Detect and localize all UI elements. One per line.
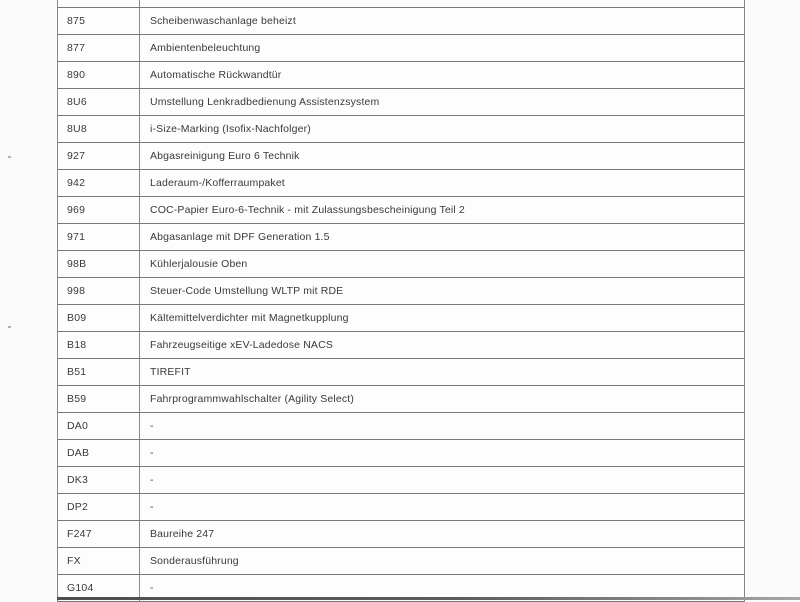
table-row bbox=[58, 305, 744, 332]
description-cell: Umstellung Lenkradbedienung Assistenzsystem bbox=[150, 96, 380, 108]
table-row bbox=[58, 413, 744, 440]
table-row bbox=[58, 62, 744, 89]
code-cell: 927 bbox=[58, 143, 140, 169]
table-row bbox=[58, 35, 744, 62]
table-row bbox=[58, 359, 744, 386]
description-cell: Abgasanlage mit DPF Generation 1.5 bbox=[150, 231, 330, 243]
code-cell: FX bbox=[58, 548, 140, 574]
description-cell: Kühlerjalousie Oben bbox=[150, 258, 248, 270]
code-cell: B18 bbox=[58, 332, 140, 358]
description-cell: Kältemittelverdichter mit Magnetkupplung bbox=[150, 312, 349, 324]
description-cell: Abgasreinigung Euro 6 Technik bbox=[150, 150, 300, 162]
description-cell: - bbox=[150, 501, 154, 513]
code-cell: 875 bbox=[58, 8, 140, 34]
description-cell: Sonderausführung bbox=[150, 555, 239, 567]
table-row bbox=[58, 467, 744, 494]
code-cell: DP2 bbox=[58, 494, 140, 520]
code-cell: B09 bbox=[58, 305, 140, 331]
table-row bbox=[58, 494, 744, 521]
table-row bbox=[58, 89, 744, 116]
table-row bbox=[58, 386, 744, 413]
code-cell: 8U8 bbox=[58, 116, 140, 142]
code-cell bbox=[58, 0, 140, 7]
code-cell: 98B bbox=[58, 251, 140, 277]
description-cell: Laderaum-/Kofferraumpaket bbox=[150, 177, 285, 189]
description-cell: Fahrprogrammwahlschalter (Agility Select) bbox=[150, 393, 354, 405]
table-row bbox=[58, 440, 744, 467]
description-cell: - bbox=[150, 420, 154, 432]
description-cell: Automatische Rückwandtür bbox=[150, 69, 282, 81]
code-cell: G104 bbox=[58, 575, 140, 601]
code-cell: 998 bbox=[58, 278, 140, 304]
table-row bbox=[58, 278, 744, 305]
description-cell bbox=[140, 0, 744, 7]
code-cell: 942 bbox=[58, 170, 140, 196]
code-cell: 8U6 bbox=[58, 89, 140, 115]
equipment-codes-table bbox=[57, 0, 745, 602]
table-row bbox=[58, 251, 744, 278]
description-cell: Baureihe 247 bbox=[150, 528, 215, 540]
margin-speck-artifact bbox=[8, 156, 11, 158]
table-row bbox=[58, 170, 744, 197]
table-row-partial bbox=[58, 0, 744, 8]
code-cell: DA0 bbox=[58, 413, 140, 439]
description-cell: - bbox=[150, 474, 154, 486]
table-row bbox=[58, 143, 744, 170]
table-row bbox=[58, 197, 744, 224]
table-row bbox=[58, 8, 744, 35]
code-cell: F247 bbox=[58, 521, 140, 547]
description-cell: - bbox=[150, 447, 154, 459]
code-cell: 971 bbox=[58, 224, 140, 250]
code-cell: B51 bbox=[58, 359, 140, 385]
code-cell: 969 bbox=[58, 197, 140, 223]
table-row bbox=[58, 116, 744, 143]
margin-speck-artifact bbox=[8, 326, 11, 328]
description-cell: - bbox=[150, 582, 154, 594]
description-cell: i-Size-Marking (Isofix-Nachfolger) bbox=[150, 123, 311, 135]
table-row bbox=[58, 521, 744, 548]
code-cell: 890 bbox=[58, 62, 140, 88]
code-cell: DAB bbox=[58, 440, 140, 466]
code-cell: DK3 bbox=[58, 467, 140, 493]
code-cell: 877 bbox=[58, 35, 140, 61]
table-row bbox=[58, 224, 744, 251]
table-row bbox=[58, 548, 744, 575]
description-cell: TIREFIT bbox=[150, 366, 191, 378]
description-cell: COC-Papier Euro-6-Technik - mit Zulassungsbescheinigung Teil 2 bbox=[150, 204, 465, 216]
description-cell: Fahrzeugseitige xEV-Ladedose NACS bbox=[150, 339, 333, 351]
description-cell: Scheibenwaschanlage beheizt bbox=[150, 15, 296, 27]
description-cell: Ambientenbeleuchtung bbox=[150, 42, 261, 54]
description-cell: Steuer-Code Umstellung WLTP mit RDE bbox=[150, 285, 344, 297]
codes-table-body bbox=[58, 8, 744, 602]
table-row bbox=[58, 332, 744, 359]
code-cell: B59 bbox=[58, 386, 140, 412]
